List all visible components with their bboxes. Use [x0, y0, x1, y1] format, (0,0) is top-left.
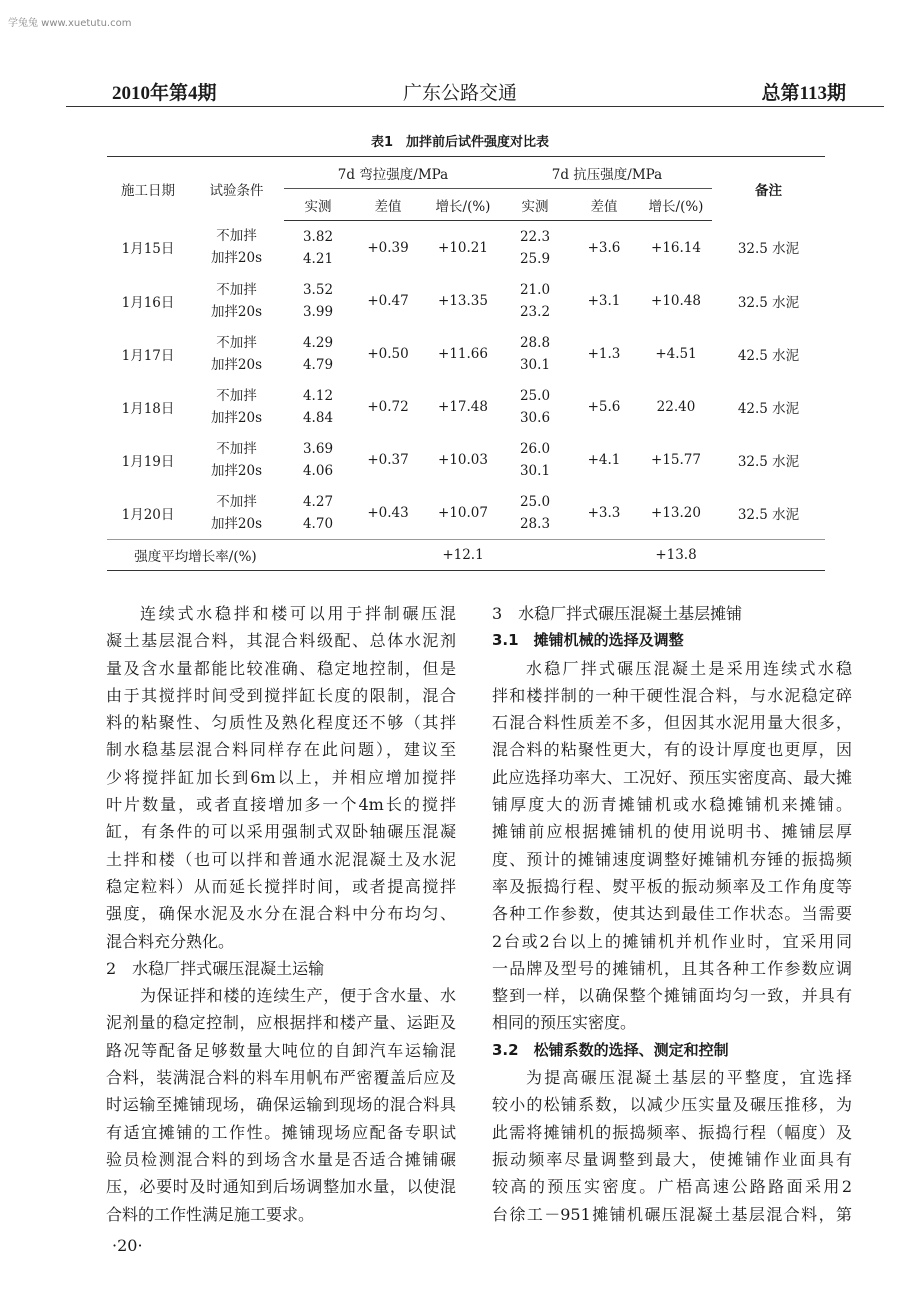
text-line: 混合料充分熟化。	[106, 931, 235, 951]
text-line: 为保证拌和楼的连续生产，便于含水量、水	[140, 986, 456, 1006]
cell-comp-measured	[502, 221, 568, 275]
table-row	[107, 380, 825, 433]
cell-flex-measured	[284, 327, 352, 380]
cell-comp-growth: +10.48	[651, 292, 701, 309]
header-comp-growth: 增长/(%)	[640, 189, 712, 221]
text-line: 合料的工作性满足施工要求。	[106, 1204, 315, 1224]
cell-flex-measured-2: 4.21	[302, 250, 334, 267]
cell-flex-measured-1: 3.69	[302, 440, 334, 457]
text-line: 泥剂量的稳定控制，应根据拌和楼产量、运距及	[106, 1013, 456, 1033]
cell-flex-measured-2: 4.70	[302, 515, 334, 532]
cell-note: 42.5 水泥	[737, 347, 800, 364]
text-line: 制水稳基层混合料同样存在此问题），建议至	[106, 740, 456, 760]
cell-condition-1: 不加拌	[216, 493, 257, 510]
cell-note: 32.5 水泥	[737, 241, 800, 258]
text-line: 缸，有条件的可以采用强制式双卧轴碾压混凝	[106, 822, 456, 842]
cell-comp-growth: +4.51	[655, 345, 697, 362]
text-line: 较小的松铺系数，以减少压实量及碾压推移，为	[492, 1095, 852, 1115]
page-number: ·20·	[112, 1236, 143, 1255]
issue-label: 2010年第4期	[112, 83, 217, 104]
cell-flex-diff: +0.72	[367, 398, 409, 415]
text-line: 混合料的粘聚性更大，有的设计厚度也更厚，因	[492, 740, 852, 760]
table-row	[107, 433, 825, 486]
cell-flex-measured-1: 4.27	[302, 493, 334, 510]
header-note: 备注	[755, 182, 782, 199]
cell-comp-diff: +3.3	[587, 504, 621, 521]
header-flexural: 7d 弯拉强度/MPa	[284, 157, 502, 189]
header-flex-diff: 差值	[352, 189, 424, 221]
text-line: 料的粘聚性、匀质性及熟化程度还不够（其拌	[106, 713, 456, 733]
text-line: 铺厚度大的沥青摊铺机或水稳摊铺机来摊铺。	[492, 795, 852, 815]
cell-condition-1: 不加拌	[216, 440, 257, 457]
cell-condition-2: 加拌20s	[210, 462, 263, 479]
cell-comp-measured-1: 25.0	[519, 387, 551, 404]
cell-comp-measured	[502, 380, 568, 433]
header-comp-diff: 差值	[568, 189, 640, 221]
cell-flex-diff: +0.47	[367, 292, 409, 309]
cell-flex-measured-2: 3.99	[302, 303, 334, 320]
text-line: 土拌和楼（也可以拌和普通水泥混凝土及水泥	[106, 849, 456, 869]
cell-flex-diff: +0.39	[367, 239, 409, 256]
strength-comparison-table	[107, 156, 825, 571]
section-heading: 3.1 摊铺机械的选择及调整	[492, 631, 684, 650]
cell-comp-measured-1: 28.8	[519, 334, 551, 351]
text-line: 台徐工－951摊铺机碾压混凝土基层混合料，第	[492, 1204, 852, 1224]
cell-condition	[189, 380, 284, 433]
section-heading: 3 水稳厂拌式碾压混凝土基层摊铺	[492, 604, 743, 623]
left-text-column	[106, 600, 456, 1228]
cell-note: 42.5 水泥	[737, 400, 800, 417]
text-line: 有适宜摊铺的工作性。摊铺现场应配备专职试	[106, 1122, 456, 1142]
cell-condition-1: 不加拌	[216, 228, 257, 245]
cell-condition-1: 不加拌	[216, 387, 257, 404]
cell-note: 32.5 水泥	[737, 453, 800, 470]
cell-flex-growth: +10.07	[438, 504, 488, 521]
cell-flex-diff: +0.43	[367, 504, 409, 521]
cell-comp-measured	[502, 433, 568, 486]
header-comp-measured: 实测	[502, 189, 568, 221]
cell-comp-growth: +16.14	[651, 239, 701, 256]
text-line: 叶片数量，或者直接增加多一个4m长的搅拌	[106, 795, 456, 815]
cell-condition	[189, 327, 284, 380]
text-line: 此需将摊铺机的振捣频率、振捣行程（幅度）及	[492, 1122, 852, 1142]
cell-comp-measured-1: 22.3	[519, 228, 551, 245]
cell-flex-measured	[284, 221, 352, 275]
cell-date: 1月16日	[121, 294, 175, 311]
table-row	[107, 274, 825, 327]
table-caption: 表1 加拌前后试件强度对比表	[370, 135, 550, 150]
table-row	[107, 221, 825, 275]
header-rule	[66, 106, 884, 107]
cell-flex-measured-1: 4.12	[302, 387, 334, 404]
cell-flex-measured-1: 4.29	[302, 334, 334, 351]
cell-comp-diff: +4.1	[587, 451, 621, 468]
cell-flex-measured-2: 4.06	[302, 462, 334, 479]
cell-comp-growth: +13.20	[651, 504, 701, 521]
cell-flex-growth: +11.66	[438, 345, 488, 362]
right-text-column	[492, 600, 852, 1228]
cell-condition-2: 加拌20s	[210, 250, 263, 267]
text-line: 凝土基层混合料，其混合料级配、总体水泥剂	[106, 631, 456, 651]
cell-flex-measured-2: 4.79	[302, 356, 334, 373]
cell-flex-measured-2: 4.84	[302, 409, 334, 426]
text-line: 石混合料性质差不多，但因其水泥用量大很多，	[492, 713, 852, 733]
table-row	[107, 327, 825, 380]
footer-label: 强度平均增长率/(%)	[107, 540, 284, 571]
cell-condition-2: 加拌20s	[210, 356, 263, 373]
cell-comp-measured-1: 25.0	[519, 493, 551, 510]
cell-condition-1: 不加拌	[216, 334, 257, 351]
text-line: 为提高碾压混凝土基层的平整度，宜选择	[526, 1068, 852, 1088]
cell-condition-2: 加拌20s	[210, 515, 263, 532]
text-line: 振动频率尽量调整到最大，使摊铺作业面具有	[492, 1149, 852, 1169]
text-line: 合料，装满混合料的料车用帆布严密覆盖后应及	[106, 1068, 456, 1088]
text-line: 相同的预压实密度。	[492, 1013, 637, 1033]
cell-flex-diff: +0.37	[367, 451, 409, 468]
cell-comp-diff: +3.6	[587, 239, 621, 256]
text-line: 强度，确保水泥及水分在混合料中分布均匀、	[106, 904, 456, 924]
cell-date: 1月19日	[121, 453, 175, 470]
cell-flex-growth: +13.35	[438, 292, 488, 309]
text-line: 此应选择功率大、工况好、预压实密度高、最大摊	[492, 767, 852, 787]
cell-comp-measured	[502, 486, 568, 540]
cell-flex-measured	[284, 274, 352, 327]
text-line: 2台或2台以上的摊铺机并机作业时，宜采用同	[492, 931, 852, 951]
text-line: 拌和楼拌制的一种干硬性混合料，与水泥稳定碎	[492, 685, 852, 705]
text-line: 验员检测混合料的到场含水量是否适合摊铺碾	[106, 1149, 456, 1169]
cell-condition	[189, 433, 284, 486]
site-watermark: 学兔兔 www.xuetutu.com	[8, 18, 132, 29]
text-line: 压，必要时及时通知到后场调整加水量，以使混	[106, 1177, 456, 1197]
footer-comp-avg: +13.8	[640, 540, 712, 571]
cell-comp-measured-2: 30.1	[519, 356, 551, 373]
text-line: 一品牌及型号的摊铺机，且其各种工作参数应调	[492, 958, 852, 978]
cell-comp-diff: +5.6	[587, 398, 621, 415]
cell-date: 1月17日	[121, 347, 175, 364]
text-line: 由于其搅拌时间受到搅拌缸长度的限制，混合	[106, 685, 456, 705]
text-line: 量及含水量都能比较准确、稳定地控制，但是	[106, 658, 456, 678]
text-line: 少将搅拌缸加长到6m以上，并相应增加搅拌	[106, 767, 456, 787]
section-heading: 2 水稳厂拌式碾压混凝土运输	[106, 958, 325, 978]
header-flex-measured: 实测	[284, 189, 352, 221]
header-date: 施工日期	[121, 182, 175, 199]
footer-flex-avg: +12.1	[424, 540, 502, 571]
total-issue-label: 总第113期	[761, 83, 846, 104]
cell-condition-1: 不加拌	[216, 281, 257, 298]
cell-comp-measured-2: 30.1	[519, 462, 551, 479]
cell-flex-growth: +17.48	[438, 398, 488, 415]
text-line: 各种工作参数，使其达到最佳工作状态。当需要	[492, 904, 852, 924]
text-line: 连续式水稳拌和楼可以用于拌制碾压混	[140, 604, 456, 623]
cell-note: 32.5 水泥	[737, 506, 800, 523]
cell-comp-diff: +1.3	[587, 345, 621, 362]
cell-comp-measured-1: 26.0	[519, 440, 551, 457]
cell-flex-measured-1: 3.82	[302, 228, 334, 245]
cell-comp-diff: +3.1	[587, 292, 621, 309]
cell-comp-growth: 22.40	[656, 398, 696, 415]
cell-condition	[189, 221, 284, 275]
text-line: 较高的预压实密度。广梧高速公路路面采用2	[492, 1177, 852, 1197]
cell-comp-growth: +15.77	[651, 451, 701, 468]
cell-flex-growth: +10.21	[438, 239, 488, 256]
text-line: 水稳厂拌式碾压混凝土是采用连续式水稳	[526, 658, 852, 678]
cell-flex-measured-1: 3.52	[302, 281, 334, 298]
cell-comp-measured-2: 23.2	[519, 303, 551, 320]
table-footer-row	[107, 540, 825, 571]
text-line: 稳定粒料）从而延长搅拌时间，或者提高搅拌	[106, 876, 456, 896]
text-line: 率及振捣行程、熨平板的振动频率及工作角度等	[492, 876, 852, 896]
cell-condition	[189, 486, 284, 540]
cell-flex-measured	[284, 433, 352, 486]
text-line: 整到一样，以确保整个摊铺面均匀一致，并具有	[492, 986, 852, 1006]
cell-comp-measured-2: 28.3	[519, 515, 551, 532]
text-line: 度、预计的摊铺速度调整好摊铺机夯锤的振捣频	[492, 849, 852, 869]
text-line: 路况等配备足够数量大吨位的自卸汽车运输混	[106, 1040, 456, 1060]
cell-comp-measured-2: 30.6	[519, 409, 551, 426]
cell-comp-measured	[502, 274, 568, 327]
cell-condition	[189, 274, 284, 327]
cell-date: 1月20日	[121, 506, 175, 523]
header-condition: 试验条件	[209, 182, 264, 199]
header-compressive: 7d 抗压强度/MPa	[502, 157, 712, 189]
table-row	[107, 486, 825, 540]
cell-flex-diff: +0.50	[367, 345, 409, 362]
cell-comp-measured-1: 21.0	[519, 281, 551, 298]
cell-date: 1月15日	[121, 241, 175, 258]
cell-date: 1月18日	[121, 400, 175, 417]
cell-flex-measured	[284, 380, 352, 433]
cell-flex-growth: +10.03	[438, 451, 488, 468]
journal-title: 广东公路交通	[402, 83, 517, 104]
text-line: 摊铺前应根据摊铺机的使用说明书、摊铺层厚	[492, 822, 852, 842]
text-line: 时运输至摊铺现场，确保运输到现场的混合料具	[106, 1095, 456, 1115]
cell-comp-measured-2: 25.9	[519, 250, 551, 267]
cell-condition-2: 加拌20s	[210, 303, 263, 320]
cell-comp-measured	[502, 327, 568, 380]
cell-note: 32.5 水泥	[737, 294, 800, 311]
section-heading: 3.2 松铺系数的选择、测定和控制	[492, 1040, 729, 1059]
cell-condition-2: 加拌20s	[210, 409, 263, 426]
cell-flex-measured	[284, 486, 352, 540]
header-flex-growth: 增长/(%)	[424, 189, 502, 221]
